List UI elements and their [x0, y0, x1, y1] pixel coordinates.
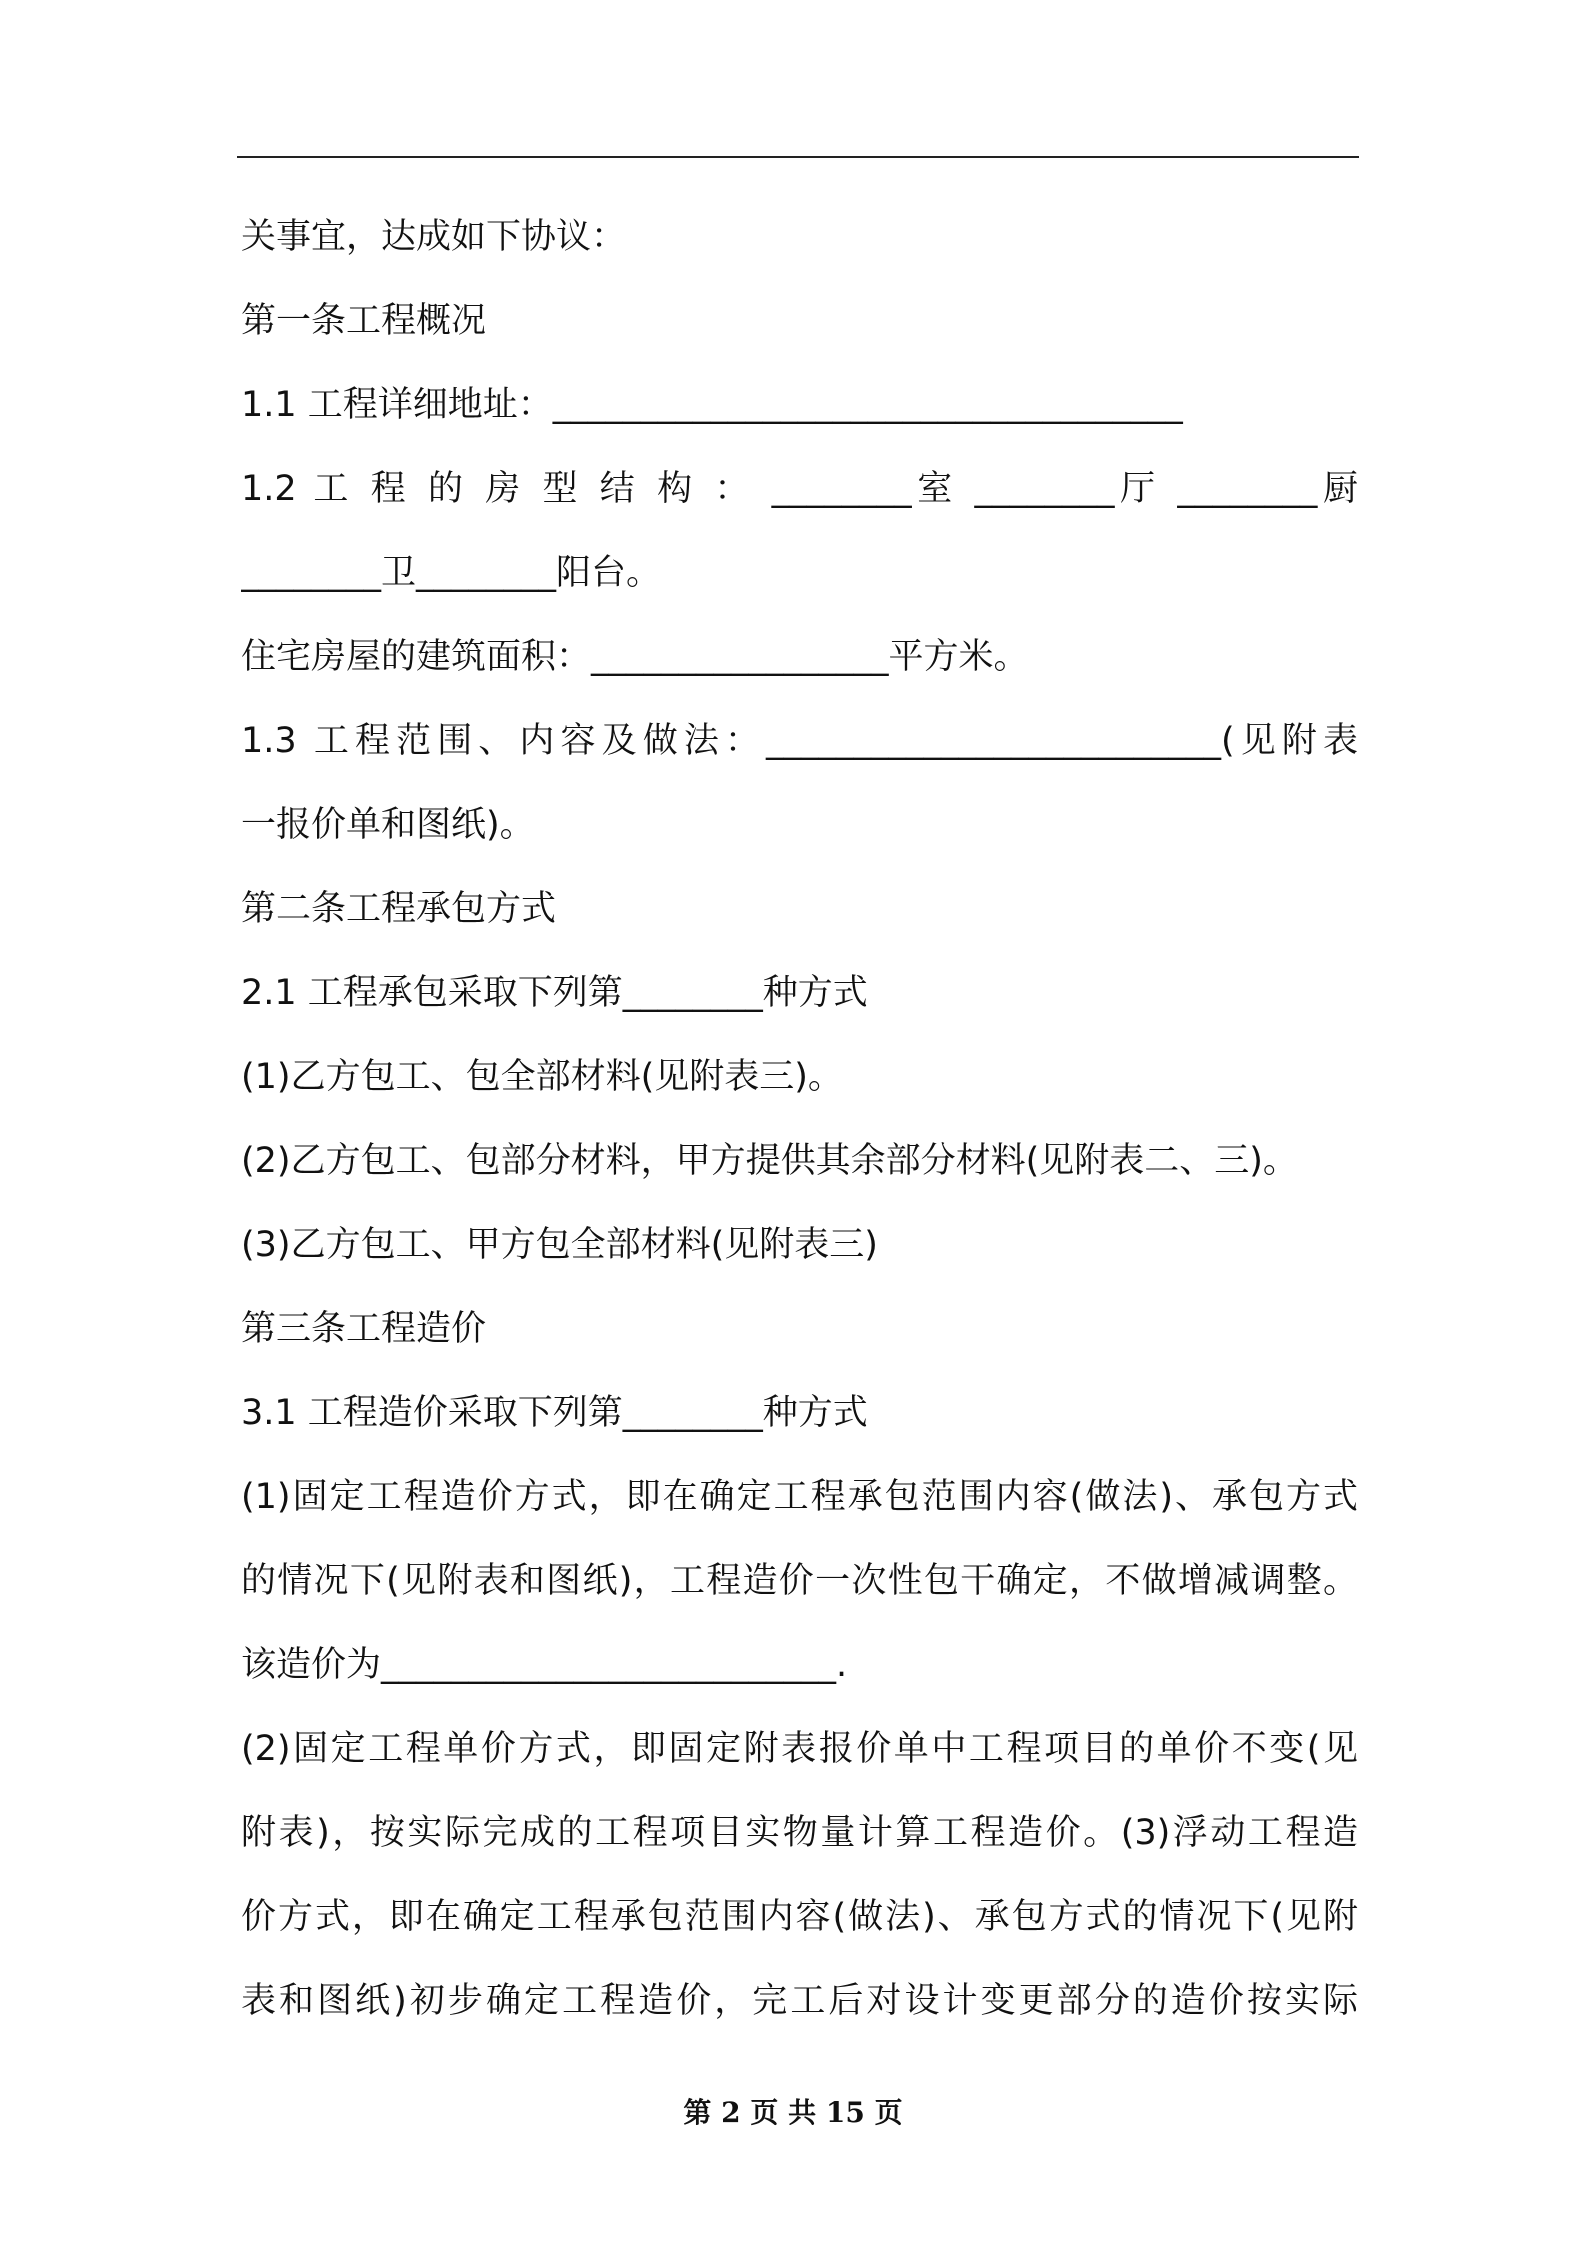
header-rule [237, 156, 1359, 158]
section-heading: 第三条工程造价 [241, 1309, 487, 1349]
text-line: (1)固定工程造价方式，即在确定工程承包范围内容(做法)、承包方式 [241, 1477, 1358, 1517]
text-line: 关事宜，达成如下协议： [241, 217, 627, 257]
text-line: 2.1 工程承包采取下列第________种方式 [241, 973, 868, 1013]
text-line: ________卫________阳台。 [241, 553, 662, 593]
text-line: 1.2 工 程 的 房 型 结 构 ： ________室 ________厅 ________厨 [241, 469, 1358, 509]
document-body [241, 195, 1358, 2043]
text-line: 一报价单和图纸)。 [241, 805, 535, 845]
section-heading: 第二条工程承包方式 [241, 889, 557, 929]
text-line: 住宅房屋的建筑面积：_________________平方米。 [241, 637, 1029, 677]
text-line: 附表)，按实际完成的工程项目实物量计算工程造价。(3)浮动工程造 [241, 1813, 1358, 1853]
text-line: (1)乙方包工、包全部材料(见附表三)。 [241, 1057, 843, 1097]
section-heading: 第一条工程概况 [241, 301, 487, 341]
text-line: 的情况下(见附表和图纸)，工程造价一次性包干确定，不做增减调整。 [241, 1561, 1358, 1601]
text-line: 价方式，即在确定工程承包范围内容(做法)、承包方式的情况下(见附 [241, 1897, 1358, 1937]
text-line: 表和图纸)初步确定工程造价，完工后对设计变更部分的造价按实际 [241, 1981, 1358, 2021]
page-number: 第 2 页 共 15 页 [683, 2096, 903, 2129]
text-line: 3.1 工程造价采取下列第________种方式 [241, 1393, 868, 1433]
text-line: 该造价为__________________________. [241, 1645, 848, 1685]
text-line: (2)固定工程单价方式，即固定附表报价单中工程项目的单价不变(见 [241, 1729, 1358, 1769]
text-line: 1.1 工程详细地址：____________________________________ [241, 385, 1183, 425]
text-line: 1.3 工程范围、内容及做法：__________________________(见附表 [241, 721, 1358, 761]
text-line: (2)乙方包工、包部分材料，甲方提供其余部分材料(见附表二、三)。 [241, 1141, 1298, 1181]
text-line: (3)乙方包工、甲方包全部材料(见附表三) [241, 1225, 878, 1265]
